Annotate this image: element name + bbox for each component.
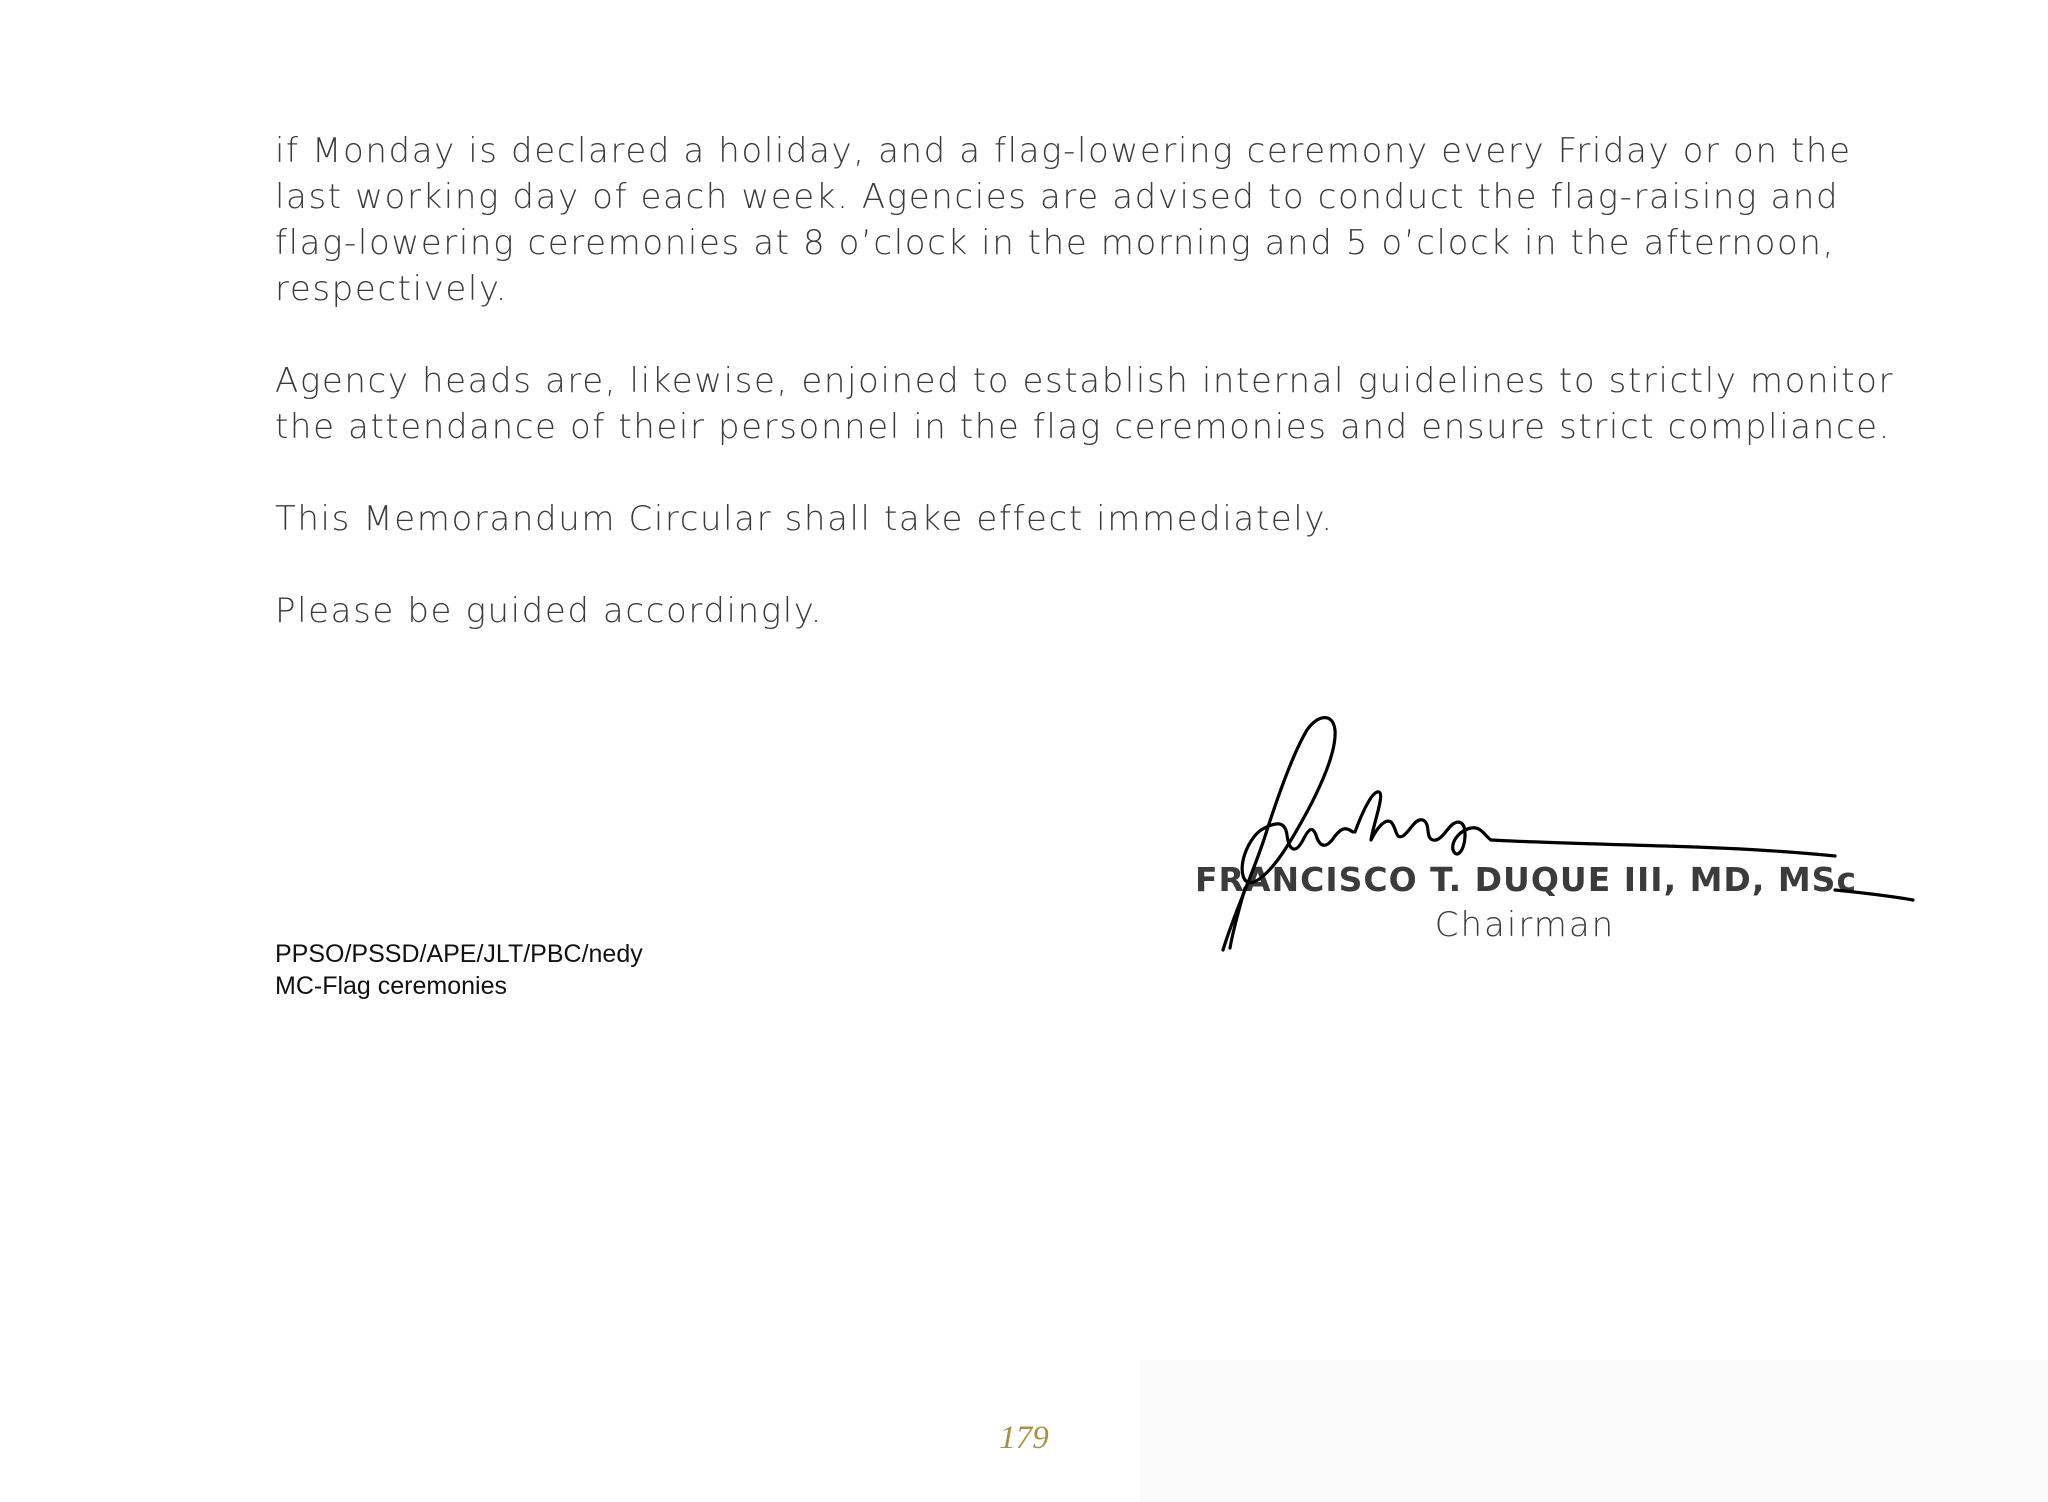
page-number: 179 [999, 1420, 1049, 1456]
paragraph-agency-heads: Agency heads are, likewise, enjoined to establish internal guidelines to strictly monitor the attendance of their personnel in the flag ceremonies and ensure strict compliance. [275, 361, 1895, 447]
handwritten-signature [1195, 710, 1925, 960]
reference-code [275, 938, 643, 1002]
memorandum-body [275, 128, 1915, 680]
signatory-name: FRANCISCO T. DUQUE III, MD, MSc [1195, 860, 1858, 899]
paragraph-flag-ceremony-schedule: if Monday is declared a holiday, and a flag-lowering ceremony every Friday or on the last working day of each week. Agencies are advised to conduct the flag-raising and flag-lowering ceremonies at 8 o’clock in the morning and 5 o’clock in the afternoon, respectively. [275, 131, 1852, 309]
reference-line-1: PPSO/PSSD/APE/JLT/PBC/nedy [275, 940, 643, 968]
reference-line-2: MC-Flag ceremonies [275, 972, 508, 1000]
paragraph-effectivity: This Memorandum Circular shall take effect immediately. [275, 499, 1334, 539]
paragraph-closing: Please be guided accordingly. [275, 591, 824, 631]
signatory-title: Chairman [1434, 905, 1616, 945]
